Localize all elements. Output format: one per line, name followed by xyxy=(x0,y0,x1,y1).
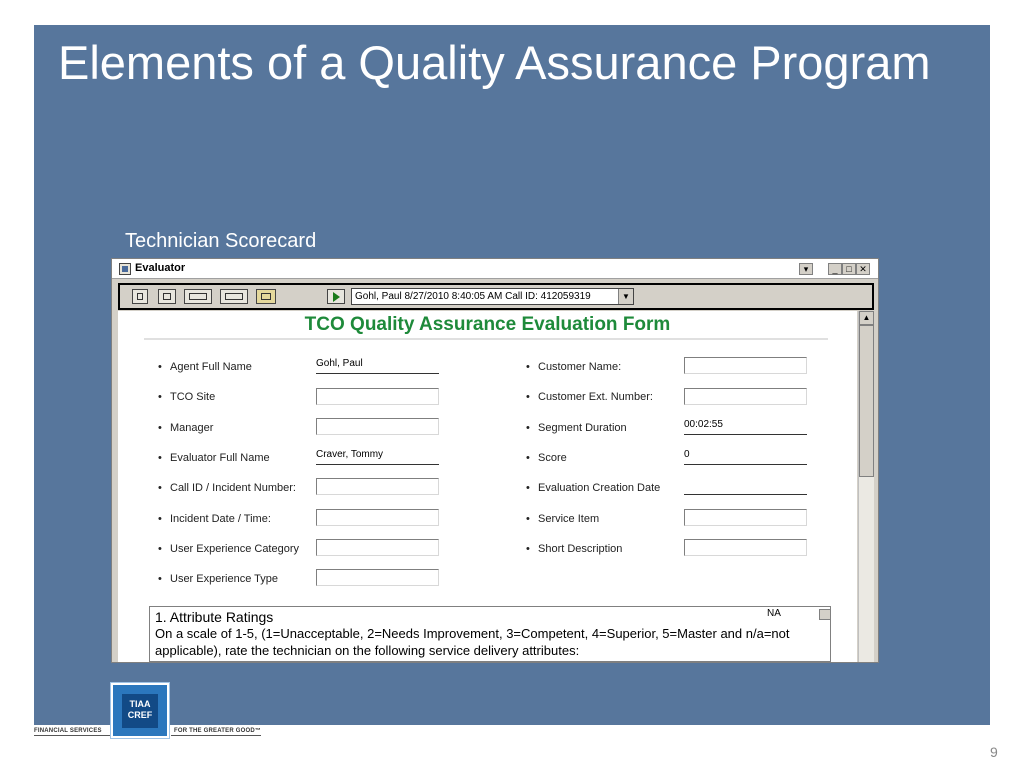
field-label-customer-name: • Customer Name: xyxy=(526,361,622,373)
footer-financial-services: FINANCIAL SERVICES xyxy=(34,728,102,734)
app-icon xyxy=(119,263,131,275)
agent-full-name-field[interactable]: Gohl, Paul xyxy=(316,357,439,374)
field-label-short-description: • Short Description xyxy=(526,543,623,555)
service-item-field[interactable] xyxy=(684,509,807,526)
customer-name-field[interactable] xyxy=(684,357,807,374)
chevron-down-icon[interactable]: ▾ xyxy=(799,263,813,275)
field-label-manager: • Manager xyxy=(158,422,214,434)
window-title: Evaluator xyxy=(135,262,186,274)
tco-site-field[interactable] xyxy=(316,388,439,405)
segment-duration-field[interactable]: 00:02:55 xyxy=(684,418,807,435)
play-icon[interactable] xyxy=(327,289,345,304)
field-label-segment-duration: • Segment Duration xyxy=(526,422,627,434)
logo-line-2: CREF xyxy=(127,710,153,720)
field-label-score: • Score xyxy=(526,452,567,464)
page-number: 9 xyxy=(990,744,998,760)
maximize-button[interactable]: □ xyxy=(842,263,856,275)
form-title: TCO Quality Assurance Evaluation Form xyxy=(304,314,671,335)
call-id-field[interactable] xyxy=(316,478,439,495)
toolbar xyxy=(118,283,874,310)
footer-tagline: FOR THE GREATER GOOD™ xyxy=(174,728,262,734)
footer-rule-right xyxy=(171,735,261,736)
scroll-up-button[interactable]: ▲ xyxy=(859,311,874,325)
customer-ext-number-field[interactable] xyxy=(684,388,807,405)
attribute-ratings-description: On a scale of 1-5, (1=Unacceptable, 2=Needs Improvement, 3=Competent, 4=Superior, 5=Master and n/a=not applicable), rate the technician on the following service delivery attributes: xyxy=(155,626,790,658)
evaluator-window xyxy=(111,258,879,663)
minimize-button[interactable]: _ xyxy=(828,263,842,275)
user-experience-category-field[interactable] xyxy=(316,539,439,556)
call-selector-value: Gohl, Paul 8/27/2010 8:40:05 AM Call ID: 412059319 xyxy=(355,291,591,302)
field-label-incident-date: • Incident Date / Time: xyxy=(158,513,271,525)
field-label-call-id: • Call ID / Incident Number: xyxy=(158,482,296,494)
vertical-scrollbar[interactable] xyxy=(858,311,874,663)
field-label-evaluator-full-name: • Evaluator Full Name xyxy=(158,452,270,464)
copy-icon[interactable] xyxy=(220,289,248,304)
window-titlebar xyxy=(112,259,878,279)
manager-field[interactable] xyxy=(316,418,439,435)
footer-rule-left xyxy=(34,735,110,736)
field-label-agent-full-name: • Agent Full Name xyxy=(158,361,252,373)
call-selector[interactable] xyxy=(351,288,634,305)
tiaa-cref-logo xyxy=(111,683,169,738)
evaluation-creation-date-field[interactable] xyxy=(684,478,807,495)
score-field[interactable]: 0 xyxy=(684,448,807,465)
field-label-user-experience-type: • User Experience Type xyxy=(158,573,279,585)
logo-line-1: TIAA xyxy=(129,699,151,709)
print-icon[interactable] xyxy=(158,289,176,304)
logo-text xyxy=(122,694,158,728)
close-button[interactable]: ✕ xyxy=(856,263,870,275)
clipboard-icon[interactable] xyxy=(256,289,276,304)
attribute-ratings-title: 1. Attribute Ratings xyxy=(155,609,274,625)
scroll-thumb[interactable] xyxy=(859,325,874,477)
field-label-service-item: • Service Item xyxy=(526,513,600,525)
na-label: NA xyxy=(767,608,781,619)
incident-date-field[interactable] xyxy=(316,509,439,526)
field-label-customer-ext-number: • Customer Ext. Number: xyxy=(526,391,653,403)
user-experience-type-field[interactable] xyxy=(316,569,439,586)
field-label-evaluation-creation-date: • Evaluation Creation Date xyxy=(526,482,661,494)
print-preview-icon[interactable] xyxy=(184,289,212,304)
slide-title: Elements of a Quality Assurance Program xyxy=(58,36,931,89)
field-label-tco-site: • TCO Site xyxy=(158,391,216,403)
save-icon[interactable] xyxy=(132,289,148,304)
short-description-field[interactable] xyxy=(684,539,807,556)
divider xyxy=(144,338,828,340)
evaluation-form xyxy=(118,311,857,663)
chevron-down-icon[interactable]: ▼ xyxy=(618,289,633,304)
field-label-user-experience-category: • User Experience Category xyxy=(158,543,300,555)
slide-subtitle: Technician Scorecard xyxy=(125,230,317,252)
attribute-ratings-section xyxy=(149,606,831,662)
evaluator-full-name-field[interactable]: Craver, Tommy xyxy=(316,448,439,465)
collapse-button[interactable] xyxy=(819,609,831,620)
